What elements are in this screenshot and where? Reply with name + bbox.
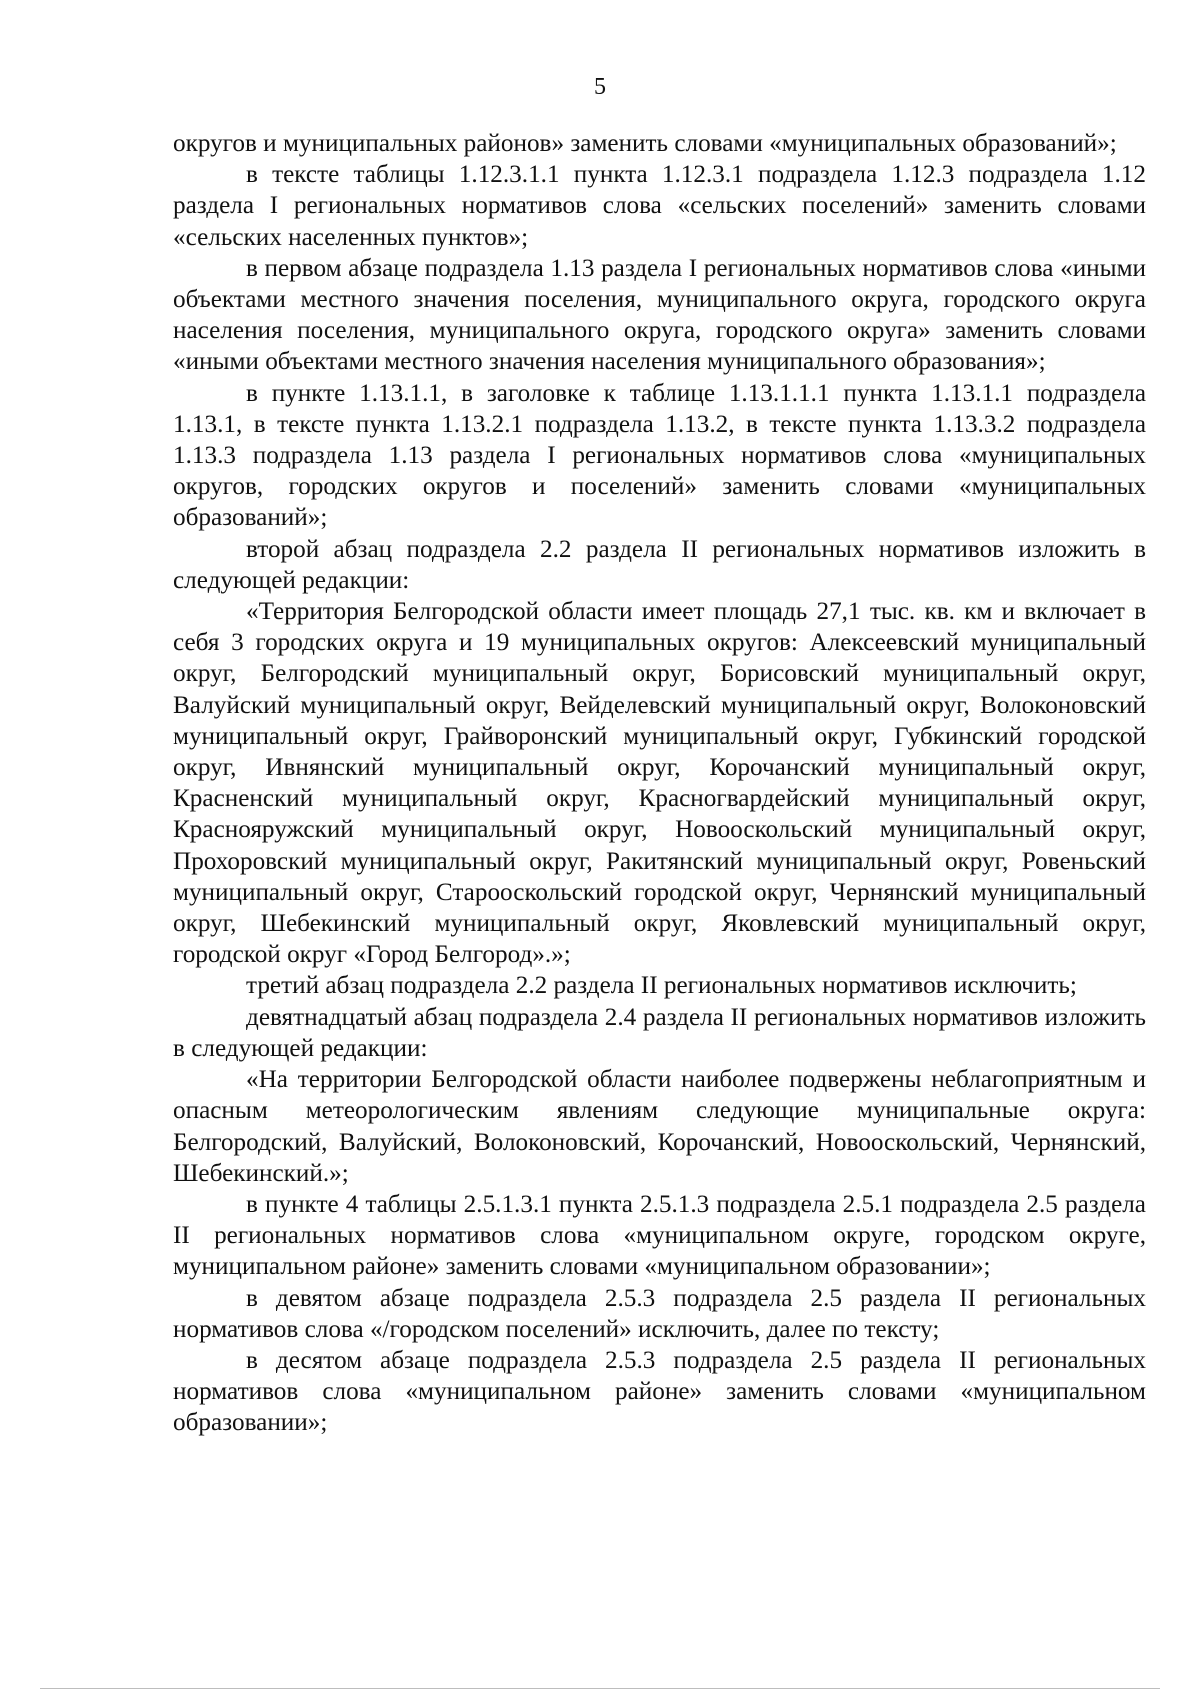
paragraph-quote: «На территории Белгородской области наиболее подвержены неблагоприятным и опасным метеорологическим явлениям следующие муниципальные округа: Белгородский, Валуйский, Волоконовский, Корочанский, Новооскольский, Чернянский, Шебекинский.»; bbox=[173, 1066, 1146, 1187]
paragraph: в девятом абзаце подраздела 2.5.3 подраздела 2.5 раздела II региональных нормативов слова «/городском поселений» исключить, далее по тексту; bbox=[173, 1284, 1146, 1343]
paragraph-quote: «Территория Белгородской области имеет площадь 27,1 тыс. кв. км и включает в себя 3 городских округа и 19 муниципальных округов: Алексеевский муниципальный округ, Белгородский муниципальный округ, Борисовский муниципальный округ, Валуйский муниципальный округ, Вейделевский муниципальный округ, Волоконовский муниципальный округ, Грайворонский муниципальный округ, Губкинский городской округ, Ивнянский муниципальный округ, Корочанский муниципальный округ, Красненский муниципальный округ, Красногвардейский муниципальный округ, Краснояружский муниципальный округ, Новооскольский муниципальный округ, Прохоровский муниципальный округ, Ракитянский муниципальный округ, Ровеньский муниципальный округ, Старооскольский городской округ, Чернянский муниципальный округ, Шебекинский муниципальный округ, Яковлевский муниципальный округ, городской округ «Город Белгород».»; bbox=[173, 598, 1146, 969]
paragraph: девятнадцатый абзац подраздела 2.4 раздела II региональных нормативов изложить в следующей редакции: bbox=[173, 1003, 1146, 1062]
paragraph: в тексте таблицы 1.12.3.1.1 пункта 1.12.3.1 подраздела 1.12.3 подраздела 1.12 раздела I региональных нормативов слова «сельских поселений» заменить словами «сельских населенных пунктов»; bbox=[173, 161, 1146, 251]
scan-bottom-edge bbox=[40, 1688, 1160, 1689]
page-number: 5 bbox=[594, 74, 606, 100]
paragraph: в пункте 1.13.1.1, в заголовке к таблице 1.13.1.1.1 пункта 1.13.1.1 подраздела 1.13.1, в тексте пункта 1.13.2.1 подраздела 1.13.2, в тексте пункта 1.13.3.2 подраздела 1.13.3 подраздела 1.13 раздела I региональных нормативов слова «муниципальных округов, городских округов и поселений» заменить словами «муниципальных образований»; bbox=[173, 379, 1146, 532]
paragraph-continuation: округов и муниципальных районов» заменить словами «муниципальных образований»; bbox=[173, 130, 1117, 157]
paragraph: в первом абзаце подраздела 1.13 раздела I региональных нормативов слова «иными объектами местного значения поселения, муниципального округа, городского округа населения поселения, муниципального округа, городского округа» заменить словами «иными объектами местного значения населения муниципального образования»; bbox=[173, 254, 1146, 376]
paragraph: в десятом абзаце подраздела 2.5.3 подраздела 2.5 раздела II региональных нормативов слова «муниципальном районе» заменить словами «муниципальном образовании»; bbox=[173, 1346, 1146, 1437]
paragraph: в пункте 4 таблицы 2.5.1.3.1 пункта 2.5.1.3 подраздела 2.5.1 подраздела 2.5 раздела II региональных нормативов слова «муниципальном округе, городском округе, муниципальном районе» заменить словами «муниципальном образовании»; bbox=[173, 1190, 1146, 1281]
paragraph: второй абзац подраздела 2.2 раздела II региональных нормативов изложить в следующей редакции: bbox=[173, 535, 1146, 594]
paragraph: третий абзац подраздела 2.2 раздела II региональных нормативов исключить; bbox=[246, 972, 1077, 1000]
document-body bbox=[173, 128, 1146, 1439]
